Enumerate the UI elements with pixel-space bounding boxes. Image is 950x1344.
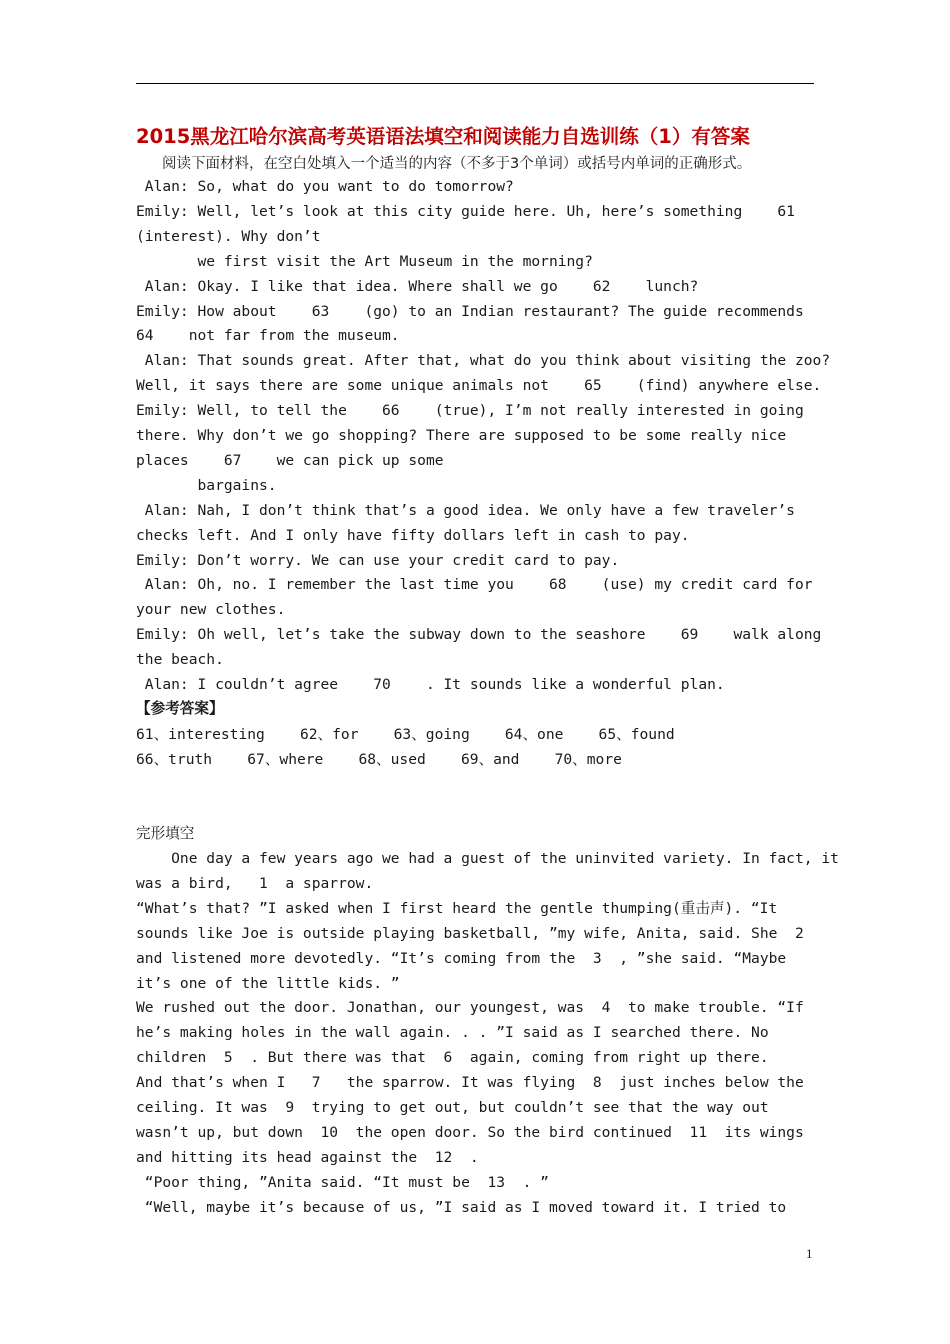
text-line: Alan: That sounds great. After that, what do you think about visiting the zoo?: [136, 352, 831, 370]
text-line: Emily: Don’t worry. We can use your credit card to pay.: [136, 551, 620, 569]
header-rule: [136, 83, 814, 84]
text-line: we first visit the Art Museum in the morning?: [136, 252, 593, 270]
text-line: 66、truth 67、where 68、used 69、and 70、more: [136, 751, 622, 768]
instructions: 阅读下面材料，在空白处填入一个适当的内容（不多于3个单词）或括号内单词的正确形式。: [162, 156, 752, 172]
text-line: Alan: Nah, I don’t think that’s a good idea. We only have a few traveler’s: [136, 501, 795, 519]
answer-key-title: 【参考答案】: [136, 700, 224, 717]
text-line: your new clothes.: [136, 601, 286, 619]
text-line: and hitting its head against the 12 .: [136, 1148, 479, 1166]
text-line: (interest). Why don’t: [136, 227, 321, 245]
text-line: And that’s when I 7 the sparrow. It was flying 8 just inches below the: [136, 1074, 804, 1092]
text-line: Well, it says there are some unique animals not 65 (find) anywhere else.: [136, 377, 822, 395]
text-line: 61、interesting 62、for 63、going 64、one 65、found: [136, 726, 675, 743]
text-line: “Poor thing, ”Anita said. “It must be 13 . ”: [136, 1173, 549, 1191]
cloze-title: 完形填空: [136, 825, 195, 842]
text-line: We rushed out the door. Jonathan, our youngest, was 4 to make trouble. “If: [136, 999, 804, 1017]
text-line: was a bird, 1 a sparrow.: [136, 874, 374, 892]
text-line: sounds like Joe is outside playing basketball, ”my wife, Anita, said. She 2: [136, 924, 804, 942]
text-line: Emily: Well, to tell the 66 (true), I’m not really interested in going: [136, 402, 804, 420]
text-line: wasn’t up, but down 10 the open door. So the bird continued 11 its wings: [136, 1123, 804, 1141]
text-line: Emily: Well, let’s look at this city guide here. Uh, here’s something 61: [136, 202, 795, 220]
text-line: Alan: Okay. I like that idea. Where shall we go 62 lunch?: [136, 277, 699, 295]
text-line: he’s making holes in the wall again. . . ”I said as I searched there. No: [136, 1024, 769, 1042]
text-line: “What’s that? ”I asked when I first heard the gentle thumping(重击声). “It: [136, 899, 778, 917]
document-title: 2015黑龙江哈尔滨高考英语语法填空和阅读能力自选训练（1）有答案: [136, 125, 750, 148]
text-line: the beach.: [136, 651, 224, 669]
text-line: Emily: How about 63 (go) to an Indian restaurant? The guide recommends: [136, 302, 804, 320]
page-number: 1: [806, 1246, 813, 1261]
text-line: and listened more devotedly. “It’s coming from the 3 , ”she said. “Maybe: [136, 949, 787, 967]
text-line: One day a few years ago we had a guest of the uninvited variety. In fact, it: [136, 850, 839, 867]
text-line: there. Why don’t we go shopping? There are supposed to be some really nice: [136, 427, 787, 444]
text-line: Alan: Oh, no. I remember the last time you 68 (use) my credit card for: [136, 576, 813, 594]
text-line: “Well, maybe it’s because of us, ”I said as I moved toward it. I tried to: [136, 1198, 787, 1216]
text-line: checks left. And I only have fifty dollars left in cash to pay.: [136, 526, 690, 544]
text-line: bargains.: [136, 476, 277, 494]
text-line: ceiling. It was 9 trying to get out, but couldn’t see that the way out: [136, 1099, 769, 1116]
text-line: Alan: I couldn’t agree 70 . It sounds like a wonderful plan.: [136, 676, 725, 693]
text-line: Alan: So, what do you want to do tomorrow?: [136, 178, 514, 195]
text-line: 64 not far from the museum.: [136, 327, 400, 345]
text-line: places 67 we can pick up some: [136, 451, 444, 469]
text-line: it’s one of the little kids. ”: [136, 974, 400, 992]
text-line: children 5 . But there was that 6 again, coming from right up there.: [136, 1049, 769, 1067]
text-line: Emily: Oh well, let’s take the subway down to the seashore 69 walk along: [136, 626, 822, 644]
